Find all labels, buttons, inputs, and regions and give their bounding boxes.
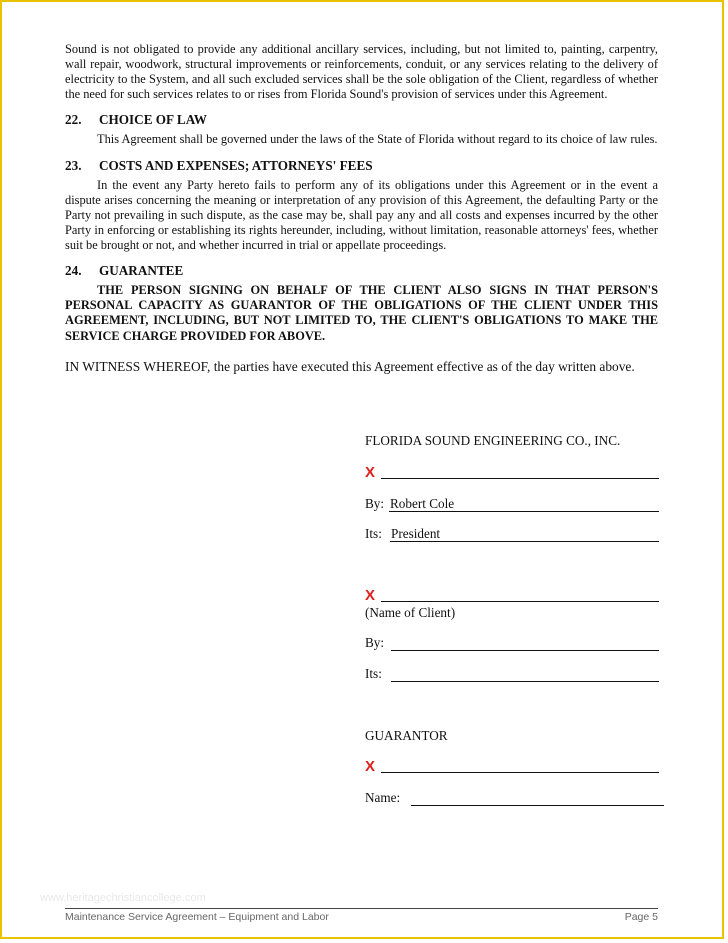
name-label: Name: — [365, 790, 401, 805]
section-number: 24. — [65, 263, 82, 279]
company-its-field[interactable] — [365, 526, 661, 544]
its-value: President — [391, 526, 441, 541]
page-number: Page 5 — [624, 911, 658, 923]
client-by-field[interactable] — [365, 635, 661, 653]
client-its-field[interactable] — [365, 666, 661, 684]
by-rule — [389, 511, 659, 512]
section-title: COSTS AND EXPENSES; ATTORNEYS' FEES — [99, 157, 373, 173]
section-number: 22. — [65, 112, 82, 128]
continuation-paragraph: Sound is not obligated to provide any additional ancillary services, including, but not limited to, painting, carpentry, wall repair, woodwork, structural improvements or reinforcements, conduit, or any services relating to the delivery of electricity to the System, and all such excluded services shall be the sole obligation of the Client, regardless of whether the need for such services relates to or rises from Florida Sound's provision of services under this Agreement. — [65, 42, 658, 102]
section-23-text: In the event any Party hereto fails to perform any of its obligations under this Agreement or in the event a dispute arises concerning the meaning or interpretation of any provision of this Agreement, the defaulting Party or the Party not prevailing in such dispute, as the case may be, shall pay any and all costs and expenses incurred by the other Party in enforcing or establishing its rights hereunder, including, without limitation, reasonable attorneys' fees, whether suit be brought or not, and whether incurred in trial or appellate proceedings. — [65, 177, 658, 253]
x-mark-icon: X — [365, 464, 376, 481]
client-signature-line[interactable] — [365, 587, 661, 605]
its-label: Its: — [365, 526, 382, 541]
company-signature-line[interactable] — [365, 464, 661, 482]
by-label: By: — [365, 635, 385, 650]
signature-rule — [381, 478, 659, 479]
footer-title: Maintenance Service Agreement – Equipment and Labor — [65, 911, 329, 923]
its-rule — [390, 541, 659, 542]
client-name-caption: (Name of Client) — [365, 605, 456, 620]
by-label: By: — [365, 496, 385, 511]
name-rule — [411, 805, 664, 806]
page-footer — [65, 908, 658, 923]
company-by-field[interactable] — [365, 496, 661, 514]
signature-rule — [381, 601, 659, 602]
section-24-text: THE PERSON SIGNING ON BEHALF OF THE CLIENT ALSO SIGNS IN THAT PERSON'S PERSONAL CAPACITY AS GUARANTOR OF THE OBLIGATIONS OF THE CLIENT UNDER THIS AGREEMENT, INCLUDING, BUT NOT LIMITED TO, THE CLIENT'S OBLIGATIONS TO MAKE THE SERVICE CHARGE PROVIDED FOR ABOVE. — [65, 283, 658, 343]
by-value: Robert Cole — [390, 496, 455, 511]
signature-rule — [381, 772, 659, 773]
x-mark-icon: X — [365, 587, 376, 604]
section-title: CHOICE OF LAW — [99, 112, 207, 128]
guarantor-title: GUARANTOR — [365, 728, 448, 743]
x-mark-icon: X — [365, 758, 376, 775]
by-rule — [391, 650, 659, 651]
section-number: 23. — [65, 157, 82, 173]
section-22-text: This Agreement shall be governed under the laws of the State of Florida without regard to its choice of law rules. — [97, 132, 658, 147]
guarantor-name-field[interactable] — [365, 790, 661, 808]
watermark-text: www.heritagechristiancollege.com — [40, 892, 206, 904]
guarantor-signature-line[interactable] — [365, 758, 661, 776]
witness-paragraph: IN WITNESS WHEREOF, the parties have executed this Agreement effective as of the day written above. — [65, 358, 635, 374]
its-label: Its: — [365, 666, 382, 681]
section-title: GUARANTEE — [99, 263, 184, 279]
company-name: FLORIDA SOUND ENGINEERING CO., INC. — [365, 433, 621, 448]
signature-block — [365, 2, 661, 902]
its-rule — [391, 681, 659, 682]
